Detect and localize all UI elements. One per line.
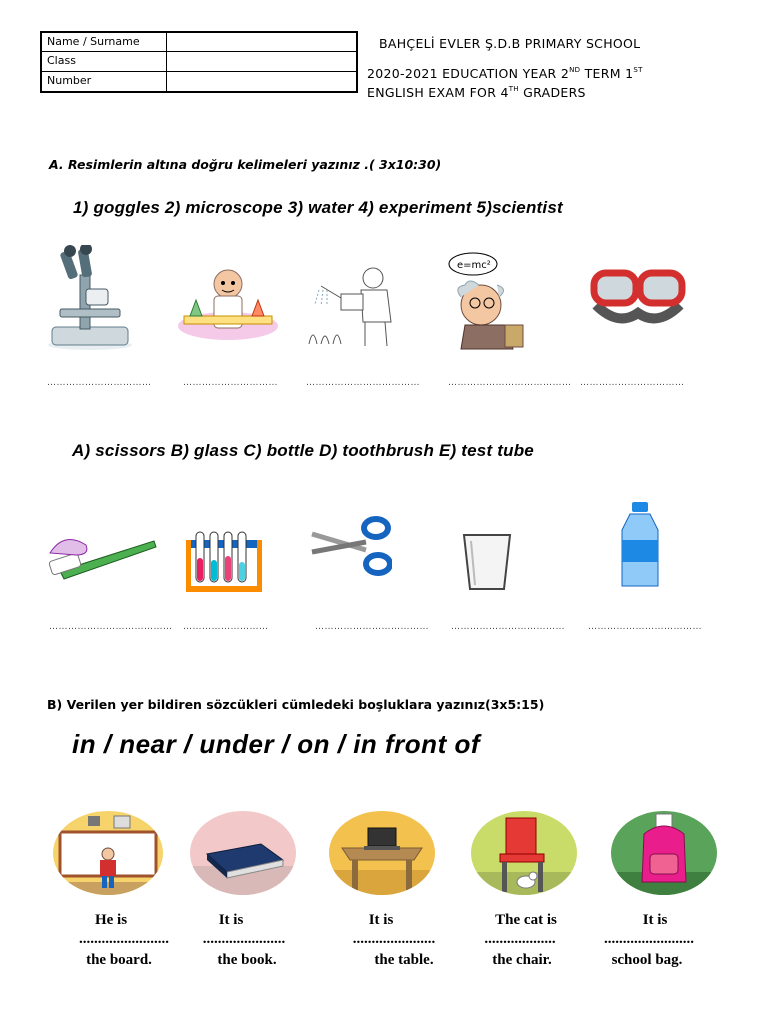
answer-blank-4[interactable]: ………………………………… [448, 378, 572, 388]
answer-blank-2[interactable]: ………………………… [183, 378, 278, 388]
emc2-bubble-text: e=mc² [457, 260, 491, 271]
number-field[interactable] [167, 72, 356, 91]
sentence-4-blank[interactable]: ................... [484, 931, 556, 947]
sentence-4-bottom: the chair. [492, 952, 552, 968]
answer-blank-d[interactable]: ……………………………… [451, 622, 565, 632]
answer-blank-3[interactable]: ……………………………… [306, 378, 420, 388]
sentence-2-top: It is [218, 912, 244, 928]
answer-blank-e[interactable]: ……………………………… [588, 622, 702, 632]
answer-blank-1[interactable]: …………………………… [47, 378, 152, 388]
name-field[interactable] [167, 33, 356, 52]
glass-image [461, 531, 513, 593]
old-scientist-image [439, 251, 543, 351]
water-bottle-image [616, 502, 664, 590]
cat-under-chair-image [470, 810, 578, 896]
exam-line-2: ENGLISH EXAM FOR 4TH GRADERS [367, 85, 586, 100]
word-list-1: 1) goggles 2) microscope 3) water 4) experiment 5)scientist [73, 198, 563, 217]
class-field[interactable] [167, 52, 356, 71]
sentence-1-bottom: the board. [86, 952, 152, 968]
section-b-instruction: B) Verilen yer bildiren sözcükleri cümledeki boşluklara yazınız(3x5:15) [47, 697, 545, 712]
sentence-1-blank[interactable]: ........................ [79, 931, 169, 947]
sentence-3-bottom: the table. [374, 952, 434, 968]
school-bag-image [610, 810, 718, 896]
answer-blank-a[interactable]: ………………………………… [49, 622, 173, 632]
sentence-5-top: It is [642, 912, 668, 928]
number-label: Number [42, 72, 167, 91]
scientist-experiment-image [176, 266, 280, 342]
scissors-image [308, 512, 392, 578]
sentence-2-bottom: the book. [217, 952, 277, 968]
laptop-on-table-image [328, 810, 436, 896]
class-label: Class [42, 52, 167, 71]
test-tubes-image [184, 530, 264, 594]
student-info-table [40, 31, 358, 93]
watering-plants-image [301, 264, 405, 348]
boy-in-front-of-board-image [52, 810, 164, 896]
sentence-4-top: The cat is [495, 912, 557, 928]
book-image [189, 810, 297, 896]
answer-blank-b[interactable]: ……………………… [183, 622, 269, 632]
answer-blank-c[interactable]: ……………………………… [315, 622, 429, 632]
section-a-instruction: A. Resimlerin altına doğru kelimeleri yazınız .( 3x10:30) [49, 157, 442, 172]
school-name: BAHÇELİ EVLER Ş.D.B PRIMARY SCHOOL [379, 36, 641, 51]
sentence-3-top: It is [368, 912, 394, 928]
toothbrush-image [46, 527, 158, 583]
microscope-image [46, 245, 138, 353]
sentence-2-blank[interactable]: ...................... [202, 931, 286, 947]
sentence-3-blank[interactable]: ...................... [352, 931, 436, 947]
word-list-2: A) scissors B) glass C) bottle D) toothbrush E) test tube [72, 441, 534, 460]
name-label: Name / Surname [42, 33, 167, 52]
exam-line-1: 2020-2021 EDUCATION YEAR 2ND TERM 1ST [367, 66, 643, 81]
sentence-5-blank[interactable]: ........................ [604, 931, 694, 947]
answer-blank-5[interactable]: …………………………… [580, 378, 685, 388]
sentence-5-bottom: school bag. [611, 952, 683, 968]
goggles-image [588, 265, 688, 331]
preposition-list: in / near / under / on / in front of [72, 729, 480, 759]
sentence-1-top: He is [94, 912, 128, 928]
